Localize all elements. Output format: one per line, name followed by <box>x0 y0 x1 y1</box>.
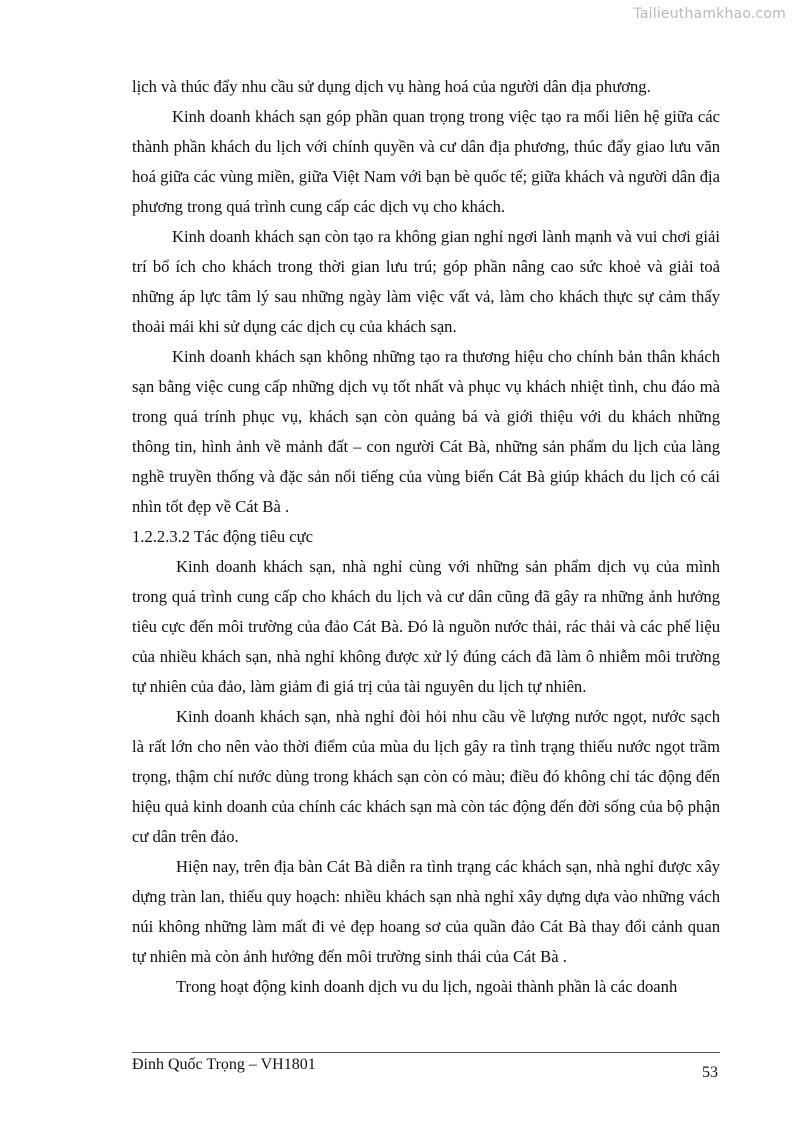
paragraph-continuation: lịch và thúc đẩy nhu cầu sử dụng dịch vụ hàng hoá của người dân địa phương. <box>132 77 651 96</box>
paragraph: Kinh doanh khách sạn, nhà nghỉ đòi hỏi nhu cầu về lượng nước ngọt, nước sạch là rất lớn cho nên vào thời điểm của mùa du lịch gây ra tình trạng thiếu nước ngọt trầm trọng, thậm chí nước dùng trong khách sạn còn có màu; điều đó không chỉ tác động đến hiệu quả kinh doanh của chính các khách sạn mà còn tác động đến đời sống của bộ phận cư dân trên đảo. <box>132 707 720 846</box>
paragraph: Kinh doanh khách sạn còn tạo ra không gian nghỉ ngơi lành mạnh và vui chơi giải trí bổ ích cho khách trong thời gian lưu trú; góp phần nâng cao sức khoẻ và giải toả những áp lực tâm lý sau những ngày làm việc vất vả, làm cho khách thực sự cảm thấy thoải mái khi sử dụng các dịch cụ của khách sạn. <box>132 227 720 336</box>
footer-divider <box>132 1052 720 1053</box>
watermark: Tailieuthamkhao.com <box>633 6 786 22</box>
paragraph: Hiện nay, trên địa bàn Cát Bà diễn ra tình trạng các khách sạn, nhà nghỉ được xây dựng tràn lan, thiếu quy hoạch: nhiều khách sạn nhà nghỉ xây dựng dựa vào những vách núi không những làm mất đi vẻ đẹp hoang sơ của quần đảo Cát Bà thay đổi cảnh quan tự nhiên mà còn ảnh hưởng đến môi trường sinh thái của Cát Bà . <box>132 857 720 966</box>
section-heading: 1.2.2.3.2 Tác động tiêu cực <box>132 527 314 546</box>
page-number: 53 <box>702 1064 718 1081</box>
page-body <box>132 72 720 1002</box>
paragraph: Kinh doanh khách sạn, nhà nghỉ cùng với những sản phẩm dịch vụ của mình trong quá trình cung cấp cho khách du lịch và cư dân cũng đã gây ra những ảnh hưởng tiêu cực đến môi trường của đảo Cát Bà. Đó là nguồn nước thải, rác thải và các phế liệu của nhiều khách sạn, nhà nghỉ không được xử lý đúng cách đã làm ô nhiễm môi trường tự nhiên của đảo, làm giảm đi giá trị của tài nguyên du lịch tự nhiên. <box>132 557 720 696</box>
paragraph: Kinh doanh khách sạn không những tạo ra thương hiệu cho chính bản thân khách sạn bằng việc cung cấp những dịch vụ tốt nhất và phục vụ khách nhiệt tình, chu đáo mà trong quá trính phục vụ, khách sạn còn quảng bá và giới thiệu với du khách những thông tin, hình ảnh về mảnh đất – con người Cát Bà, những sản phẩm du lịch của làng nghề truyền thống và đặc sản nổi tiếng của vùng biển Cát Bà giúp khách du lịch có cái nhìn tốt đẹp về Cát Bà . <box>132 347 720 516</box>
paragraph: Kinh doanh khách sạn góp phần quan trọng trong việc tạo ra mối liên hệ giữa các thành phần khách du lịch với chính quyền và cư dân địa phương, thúc đẩy giao lưu văn hoá giữa các vùng miền, giữa Việt Nam với bạn bè quốc tế; giữa khách và người dân địa phương trong quá trình cung cấp các dịch vụ cho khách. <box>132 107 720 216</box>
paragraph: Trong hoạt động kinh doanh dịch vu du lịch, ngoài thành phần là các doanh <box>176 977 678 996</box>
footer-author: Đinh Quốc Trọng – VH1801 <box>132 1056 316 1073</box>
